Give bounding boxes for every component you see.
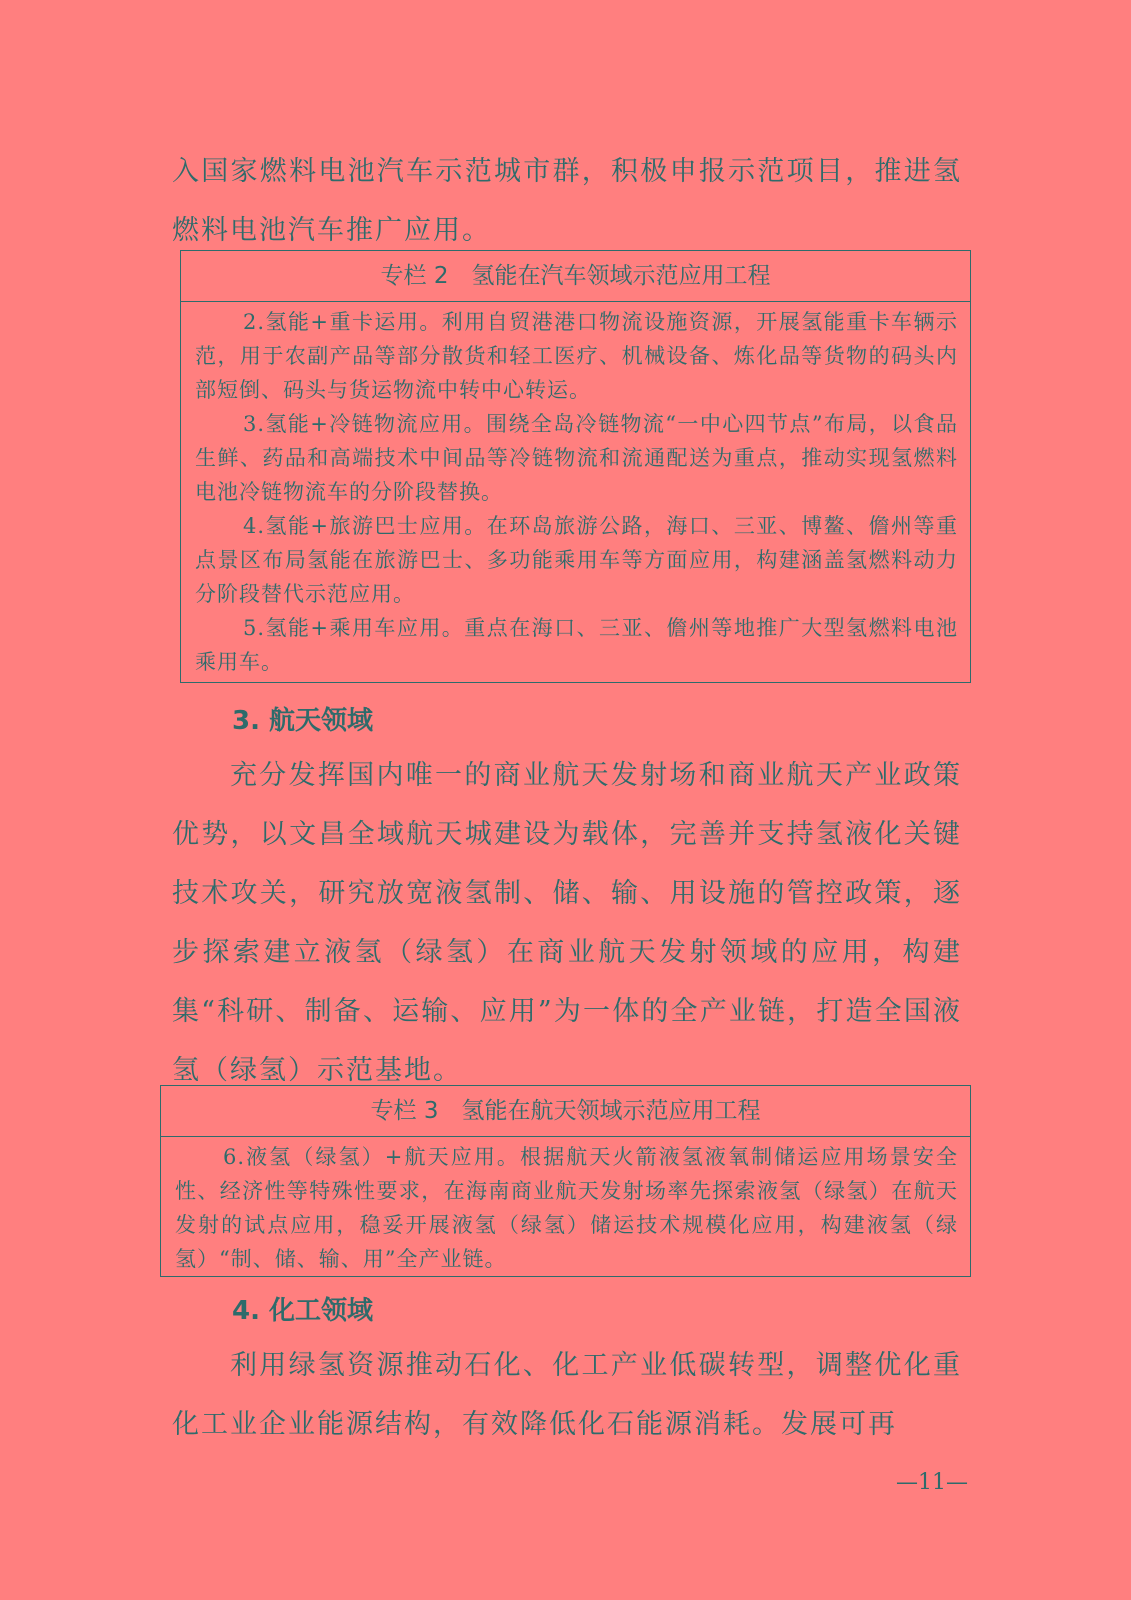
section3-paragraph: 充分发挥国内唯一的商业航天发射场和商业航天产业政策优势，以文昌全域航天城建设为载体，完善并支持氢液化关键技术攻关，研究放宽液氢制、储、输、用设施的管控政策，逐步探索建立液氢（绿氢）在商业航天发射领域的应用，构建集“科研、制备、运输、应用”为一体的全产业链，打造全国液氢（绿氢）示范基地。: [172, 760, 962, 1086]
feature-box-3-body: [161, 1137, 970, 1276]
feature-box-2-title: 专栏 2 氢能在汽车领域示范应用工程: [181, 251, 970, 302]
box2-item: 3.氢能+冷链物流应用。围绕全岛冷链物流“一中心四节点”布局，以食品生鲜、药品和高端技术中间品等冷链物流和流通配送为重点，推动实现氢燃料电池冷链物流车的分阶段替换。: [195, 412, 958, 504]
box3-item: 6.液氢（绿氢）+航天应用。根据航天火箭液氢液氧制储运应用场景安全性、经济性等特殊性要求，在海南商业航天发射场率先探索液氢（绿氢）在航天发射的试点应用，稳妥开展液氢（绿氢）储运技术规模化应用，构建液氢（绿氢）“制、储、输、用”全产业链。: [175, 1145, 958, 1271]
page-number: —11—: [896, 1470, 968, 1495]
box2-item: 4.氢能+旅游巴士应用。在环岛旅游公路，海口、三亚、博鳌、儋州等重点景区布局氢能在旅游巴士、多功能乘用车等方面应用，构建涵盖氢燃料动力分阶段替代示范应用。: [195, 514, 958, 606]
feature-box-2: [180, 250, 971, 683]
feature-box-3-title: 专栏 3 氢能在航天领域示范应用工程: [161, 1086, 970, 1137]
feature-box-3: [160, 1085, 971, 1277]
intro-paragraph: 入国家燃料电池汽车示范城市群，积极申报示范项目，推进氢燃料电池汽车推广应用。: [172, 156, 962, 246]
section3-heading: 3. 航天领域: [232, 706, 374, 736]
box2-item: 2.氢能+重卡运用。利用自贸港港口物流设施资源，开展氢能重卡车辆示范，用于农副产品等部分散货和轻工医疗、机械设备、炼化品等货物的码头内部短倒、码头与货运物流中转中心转运。: [195, 310, 958, 402]
section4-paragraph: 利用绿氢资源推动石化、化工产业低碳转型，调整优化重化工业企业能源结构，有效降低化石能源消耗。发展可再: [172, 1350, 962, 1440]
feature-box-2-body: [181, 302, 970, 679]
box2-item: 5.氢能+乘用车应用。重点在海口、三亚、儋州等地推广大型氢燃料电池乘用车。: [195, 616, 958, 674]
section4-heading: 4. 化工领域: [232, 1296, 374, 1326]
